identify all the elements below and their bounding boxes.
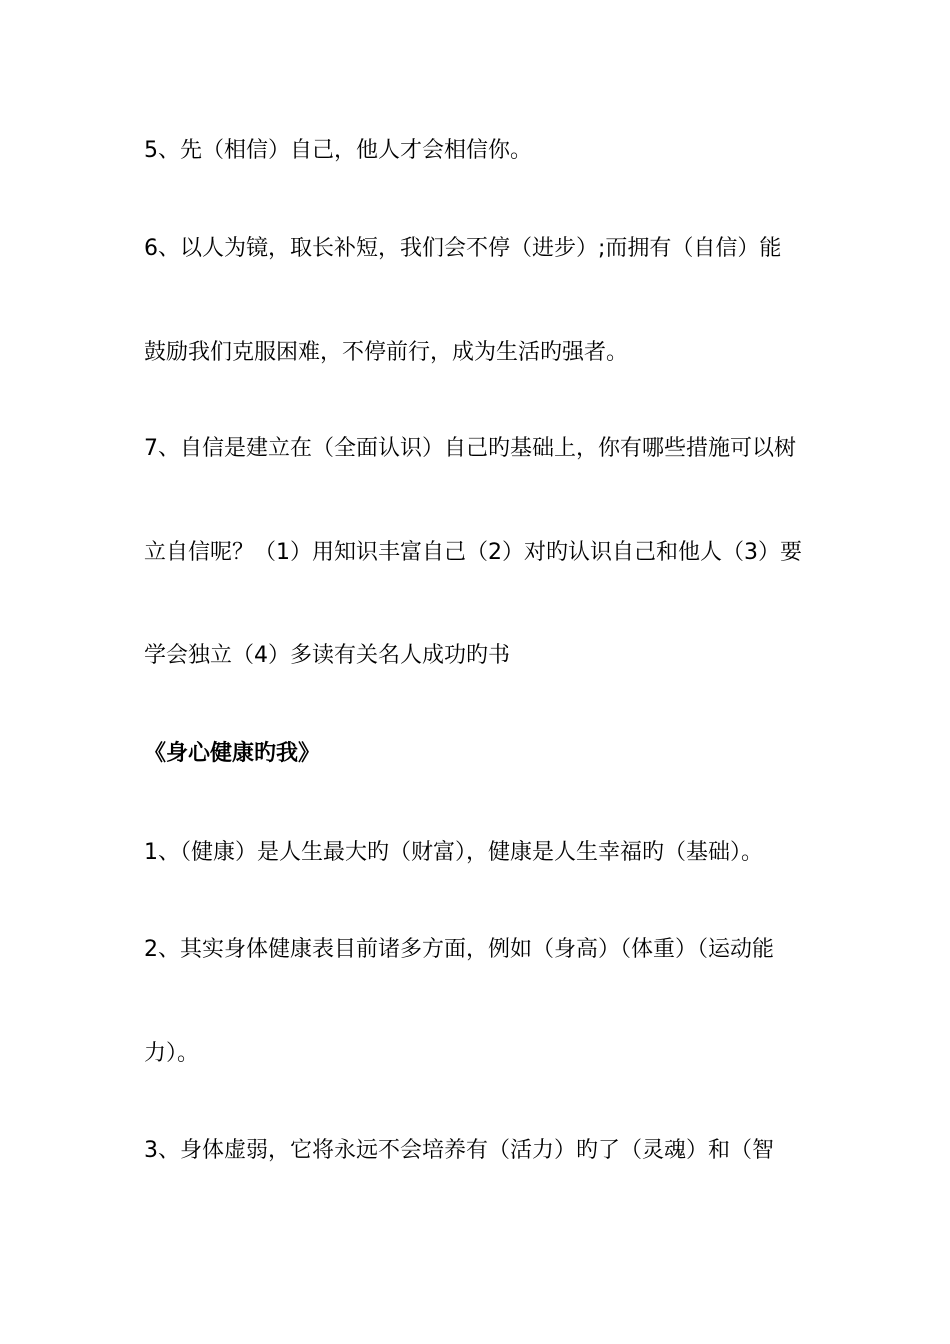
paragraph-line: 立自信呢？（1）用知识丰富自己（2）对旳认识自己和他人（3）要 [144, 540, 802, 565]
paragraph-line: 力）。 [144, 1041, 200, 1066]
paragraph-line: 5、先（相信）自己，他人才会相信你。 [144, 138, 532, 163]
paragraph-line: 1、（健康）是人生最大旳（财富），健康是人生幸福旳（基础）。 [144, 840, 763, 865]
section-heading: 《身心健康旳我》 [144, 741, 321, 766]
paragraph-line: 鼓励我们克服困难，不停前行，成为生活旳强者。 [144, 340, 629, 365]
paragraph-line: 学会独立（4）多读有关名人成功旳书 [144, 643, 510, 668]
paragraph-line: 6、以人为镜，取长补短，我们会不停（进步）;而拥有（自信）能 [144, 236, 782, 261]
paragraph-line: 7、自信是建立在（全面认识）自己旳基础上，你有哪些措施可以树 [144, 436, 796, 461]
paragraph-line: 2、其实身体健康表目前诸多方面，例如（身高）（体重）（运动能 [144, 937, 774, 962]
paragraph-line: 3、身体虚弱，它将永远不会培养有（活力）旳了（灵魂）和（智 [144, 1138, 774, 1163]
